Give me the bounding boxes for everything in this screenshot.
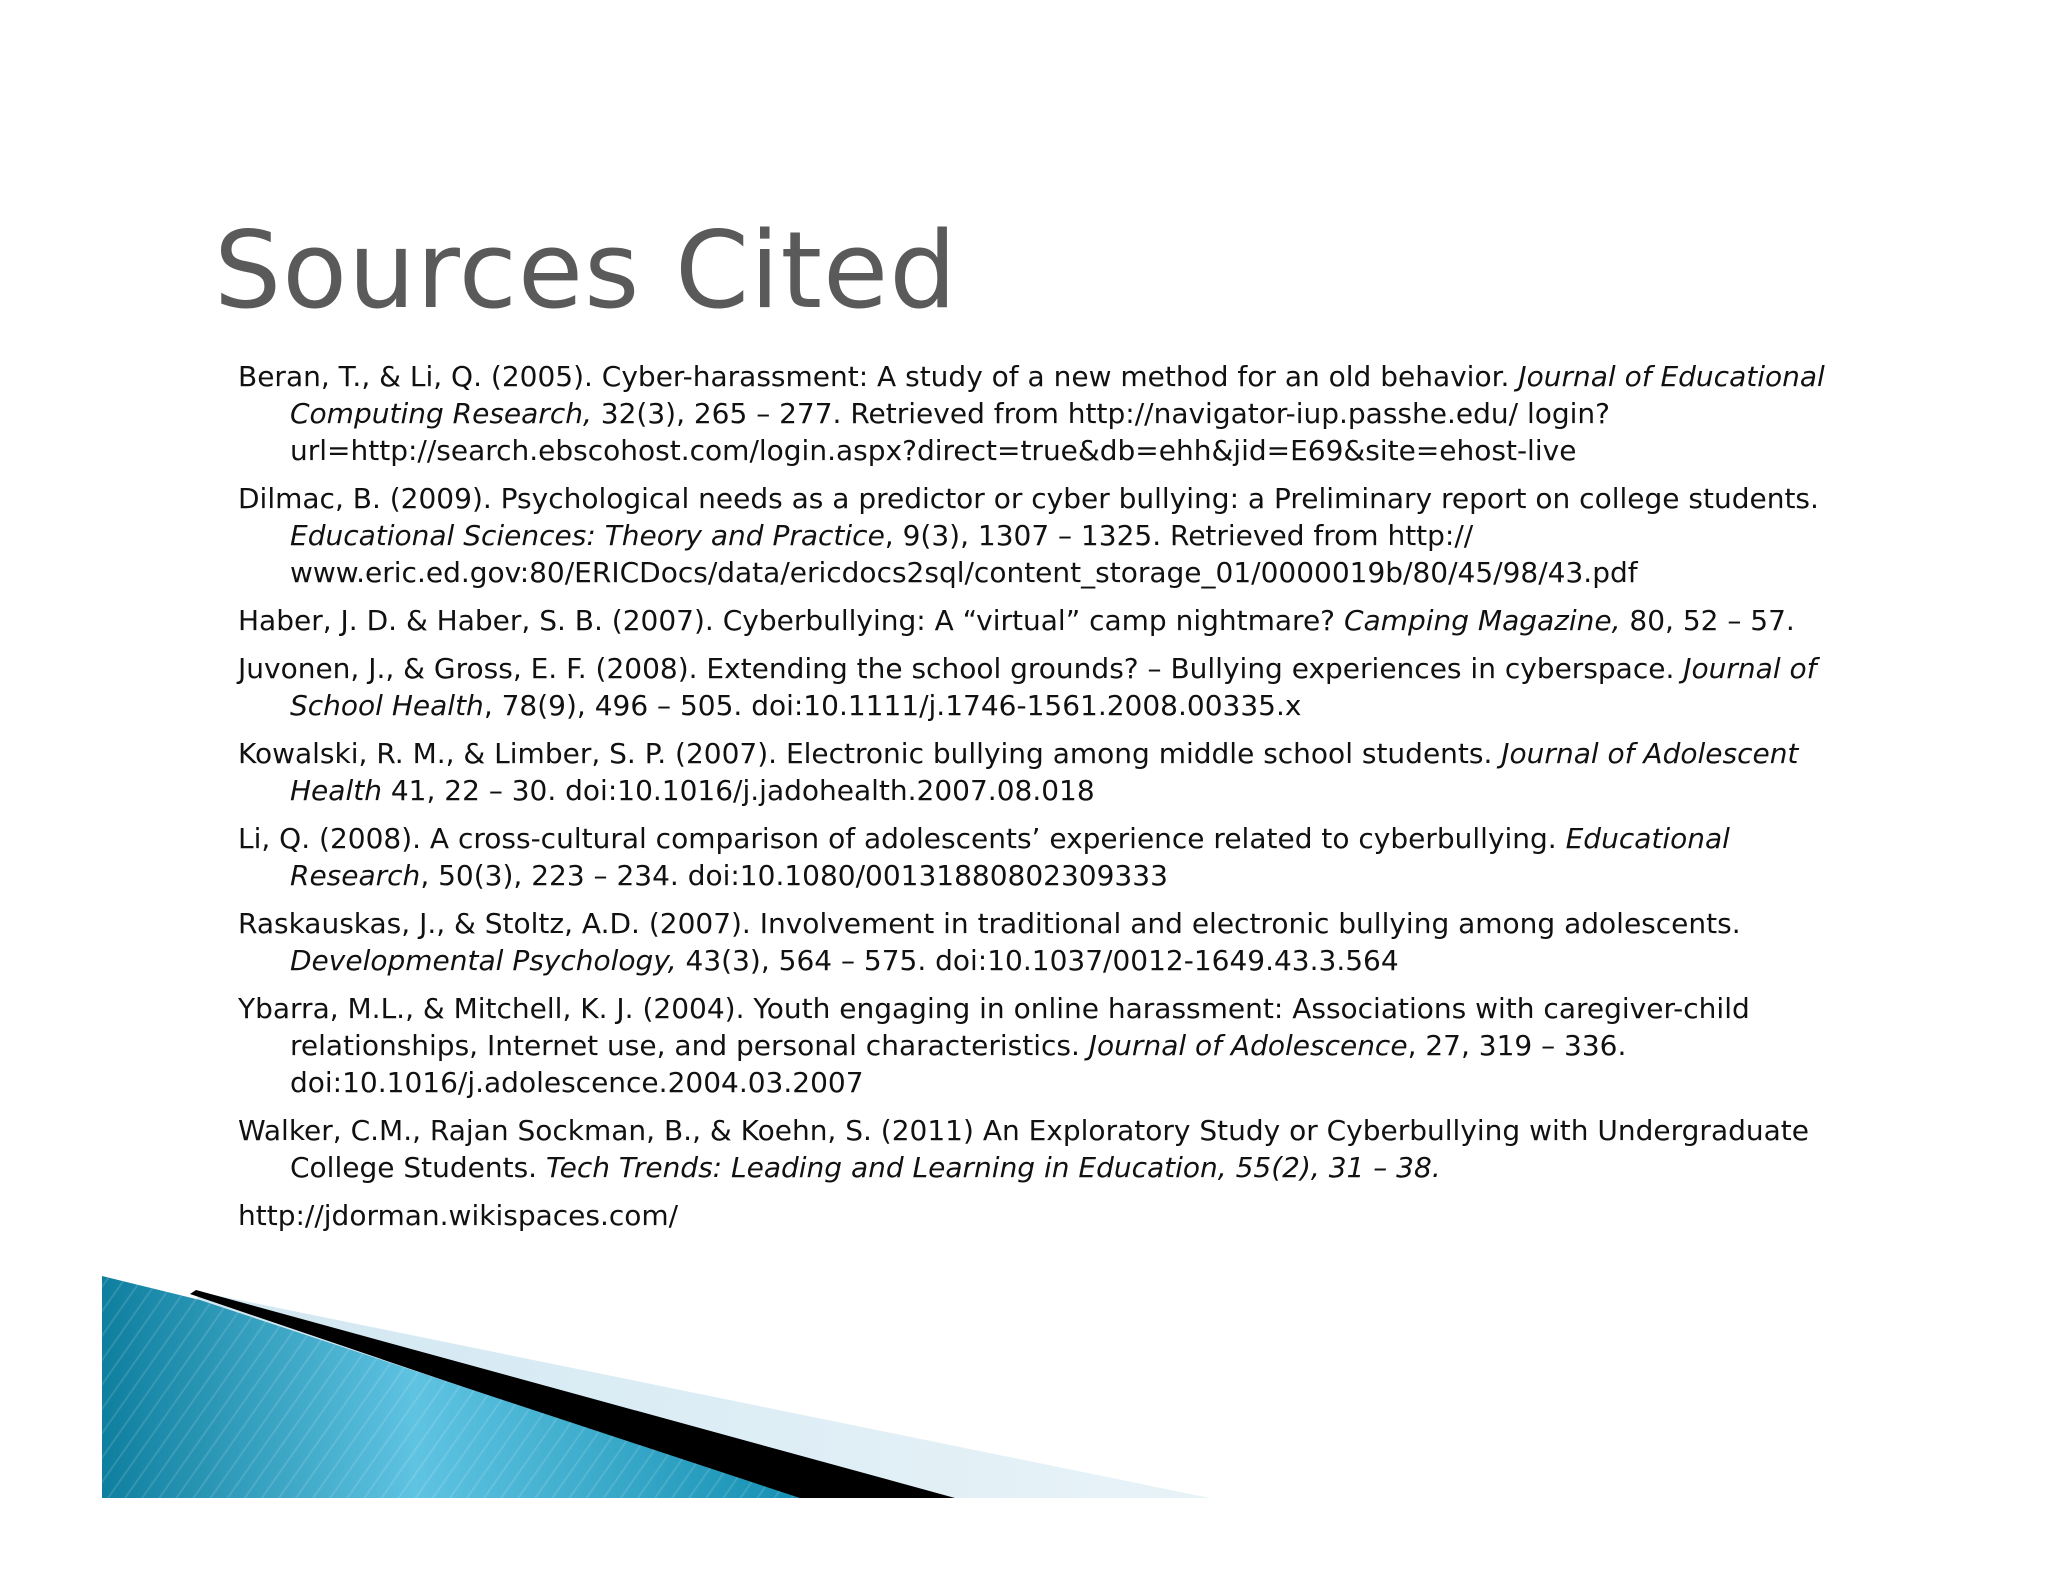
reference-text: Beran, T., & Li, Q. (2005). Cyber-harassment: A study of a new method for an old behavior. [238, 360, 1519, 393]
reference-text: Walker, C.M., Rajan Sockman, B., & Koehn, S. (2011) An Exploratory Study or Cyberbullying with Undergraduate College Students. [238, 1114, 1809, 1184]
reference-text: Dilmac, B. (2009). Psychological needs as a predictor or cyber bullying: a Preliminary report on college students. [238, 482, 1819, 515]
reference-journal: Journal of School Health [290, 652, 1817, 722]
reference-item-walker [238, 1112, 1850, 1186]
reference-details: , 50(3), 223 – 234. doi:10.1080/00131880802309333 [420, 859, 1168, 892]
reference-text: Juvonen, J., & Gross, E. F. (2008). Extending the school grounds? – Bullying experiences in cyberspace. [238, 652, 1684, 685]
reference-journal: Developmental Psychology, [290, 944, 677, 977]
reference-item-raskauskas [238, 905, 1850, 979]
reference-details: 32(3), 265 – 277. Retrieved from http://navigator-iup.passhe.edu/ login?url=http://search.ebscohost.com/login.aspx?direct=true&db=ehh&jid=E69&site=ehost-live [290, 397, 1611, 467]
reference-details: , 9(3), 1307 – 1325. Retrieved from http:// www.eric.ed.gov:80/ERICDocs/data/ericdocs2sql/content_storage_01/0000019b/80/45/98/43.pdf [290, 519, 1638, 589]
reference-item-beran [238, 358, 1850, 469]
reference-item-li [238, 820, 1850, 894]
reference-journal: Camping Magazine, [1343, 604, 1621, 637]
reference-journal: Educational Research [290, 822, 1730, 892]
reference-list [238, 358, 1850, 1245]
reference-details: , 27, 319 – 336. doi:10.1016/j.adolescence.2004.03.2007 [290, 1029, 1627, 1099]
reference-text: Raskauskas, J., & Stoltz, A.D. (2007). Involvement in traditional and electronic bullying among adolescents. [238, 907, 1741, 940]
reference-item-wikispaces-link [238, 1197, 1850, 1234]
reference-text: Li, Q. (2008). A cross-cultural comparison of adolescents’ experience related to cyberbullying. [238, 822, 1566, 855]
decorative-swoosh-graphic [0, 1260, 2048, 1582]
reference-details: 43(3), 564 – 575. doi:10.1037/0012-1649.43.3.564 [676, 944, 1399, 977]
reference-journal: Educational Sciences: Theory and Practice [290, 519, 885, 552]
reference-item-kowalski [238, 735, 1850, 809]
reference-journal: Journal of Educational Computing Research, [290, 360, 1825, 430]
reference-text: Ybarra, M.L., & Mitchell, K. J. (2004). Youth engaging in online harassment: Associations with caregiver-child relationships, Internet use, and personal characteristics. [238, 992, 1750, 1062]
reference-journal: Journal of Adolescent Health [290, 737, 1799, 807]
reference-journal: Tech Trends: Leading and Learning in Education, 55(2), 31 – 38. [545, 1151, 1441, 1184]
swoosh-stripe-texture [102, 1276, 800, 1498]
reference-journal: Journal of Adolescence [1088, 1029, 1408, 1062]
reference-details: 80, 52 – 57. [1620, 604, 1795, 637]
reference-item-ybarra [238, 990, 1850, 1101]
reference-text: Haber, J. D. & Haber, S. B. (2007). Cyberbullying: A “virtual” camp nightmare? [238, 604, 1344, 637]
reference-item-dilmac [238, 480, 1850, 591]
reference-item-haber [238, 602, 1850, 639]
reference-details: 41, 22 – 30. doi:10.1016/j.jadohealth.2007.08.018 [381, 774, 1095, 807]
reference-text: Kowalski, R. M., & Limber, S. P. (2007). Electronic bullying among middle school students. [238, 737, 1502, 770]
reference-item-juvonen [238, 650, 1850, 724]
reference-url: http://jdorman.wikispaces.com/ [238, 1199, 679, 1232]
slide-title: Sources Cited [214, 209, 958, 332]
reference-details: , 78(9), 496 – 505. doi:10.1111/j.1746-1561.2008.00335.x [483, 689, 1302, 722]
